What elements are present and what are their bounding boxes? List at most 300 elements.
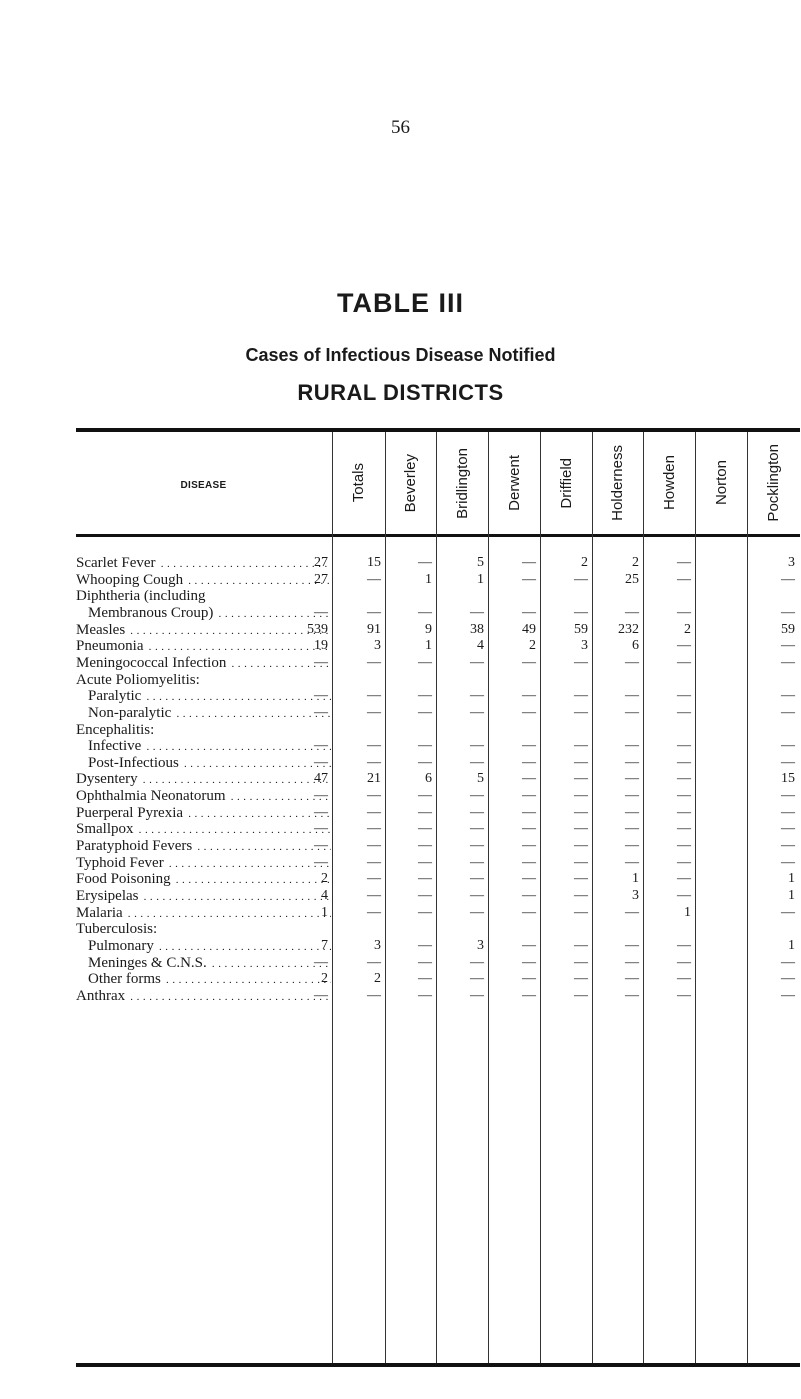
cell-totals: —	[314, 854, 328, 870]
cell-pocklington	[745, 921, 795, 937]
cell-driffield	[486, 672, 536, 688]
cell-derwent	[434, 722, 484, 738]
cell-howden: —	[625, 987, 639, 1003]
cell-driffield: —	[522, 571, 536, 587]
cell-pocklington: 15	[781, 771, 795, 787]
cell-pocklington: —	[781, 954, 795, 970]
cell-holderness: 3	[581, 638, 588, 654]
cell-driffield: —	[522, 604, 536, 620]
cell-totals: 2	[321, 871, 328, 887]
cell-howden: —	[625, 604, 639, 620]
table-row	[76, 705, 800, 721]
cell-totals: 4	[321, 888, 328, 903]
table-row	[76, 688, 800, 704]
row-label-text: Pneumonia	[76, 638, 144, 655]
cell-driffield: —	[522, 804, 536, 820]
cell-norton: —	[677, 854, 691, 870]
cell-derwent	[434, 672, 484, 688]
cell-pocklington	[745, 588, 795, 604]
cell-beverley: —	[367, 954, 381, 970]
row-label-text: Meningococcal Infection	[76, 654, 227, 671]
row-label-text: Whooping Cough	[76, 571, 184, 588]
cell-beverley	[331, 588, 381, 604]
column-header-holderness	[592, 436, 643, 530]
cell-norton: —	[677, 987, 691, 1003]
cell-driffield: —	[522, 937, 536, 953]
row-label-text: Smallpox	[76, 821, 134, 838]
cell-norton: —	[677, 888, 691, 903]
cell-holderness: —	[574, 754, 588, 770]
cell-pocklington: —	[781, 821, 795, 837]
cell-totals: —	[314, 954, 328, 970]
cell-norton: —	[677, 954, 691, 970]
table-row	[76, 788, 800, 804]
cell-howden: —	[625, 804, 639, 820]
table-row	[76, 921, 800, 937]
cell-driffield: —	[522, 688, 536, 704]
cell-norton: —	[677, 821, 691, 837]
cell-beverley: —	[367, 888, 381, 903]
cell-pocklington: 1	[788, 871, 795, 887]
cell-norton: —	[677, 971, 691, 987]
cell-bridlington: —	[418, 738, 432, 754]
table-row	[76, 955, 800, 971]
cell-bridlington: —	[418, 604, 432, 620]
cell-howden: —	[625, 937, 639, 953]
cell-beverley: —	[367, 688, 381, 704]
table-row	[76, 805, 800, 821]
cell-pocklington: —	[781, 704, 795, 720]
cell-holderness: —	[574, 821, 588, 837]
section-title: RURAL DISTRICTS	[297, 380, 504, 405]
cell-driffield: —	[522, 854, 536, 870]
cell-beverley: —	[367, 604, 381, 620]
cell-driffield	[486, 722, 536, 738]
cell-driffield: 2	[529, 638, 536, 654]
cell-pocklington: —	[781, 971, 795, 987]
cell-totals: —	[314, 821, 328, 837]
row-label-text: Encephalitis:	[76, 721, 155, 738]
column-header-derwent	[488, 436, 540, 530]
table-row	[76, 871, 800, 887]
cell-derwent: —	[470, 904, 484, 920]
cell-totals: —	[314, 688, 328, 704]
column-header-label: Beverley	[402, 453, 419, 513]
cell-bridlington: —	[418, 888, 432, 903]
cell-norton: —	[677, 571, 691, 587]
cell-derwent: 38	[470, 621, 484, 637]
cell-totals: 7	[321, 937, 328, 953]
cell-holderness: —	[574, 987, 588, 1003]
row-label-text: Other forms	[88, 971, 161, 988]
cell-norton: —	[677, 771, 691, 787]
cell-bridlington: 1	[425, 638, 432, 654]
cell-driffield: —	[522, 754, 536, 770]
cell-norton: —	[677, 838, 691, 854]
cell-holderness	[538, 672, 588, 688]
cell-beverley: —	[367, 754, 381, 770]
cell-norton	[641, 921, 691, 937]
cell-beverley: —	[367, 821, 381, 837]
cell-howden: —	[625, 654, 639, 670]
cell-pocklington: —	[781, 904, 795, 920]
cell-totals: —	[314, 987, 328, 1003]
cell-driffield	[486, 921, 536, 937]
cell-beverley	[331, 722, 381, 738]
cell-derwent: —	[470, 754, 484, 770]
row-label-text: Erysipelas	[76, 888, 139, 904]
column-header-totals	[332, 436, 385, 530]
cell-bridlington	[382, 722, 432, 738]
cell-norton: —	[677, 654, 691, 670]
row-label-text: Dysentery	[76, 771, 138, 788]
cell-driffield: —	[522, 871, 536, 887]
cell-totals: 47	[314, 771, 328, 787]
cell-howden: 25	[625, 571, 639, 587]
cell-norton: —	[677, 937, 691, 953]
cell-driffield: —	[522, 738, 536, 754]
cell-totals: —	[314, 754, 328, 770]
cell-totals: —	[314, 604, 328, 620]
table-row	[76, 638, 800, 654]
cell-howden: —	[625, 954, 639, 970]
cell-bridlington	[382, 921, 432, 937]
cell-beverley: —	[367, 788, 381, 804]
cell-holderness: —	[574, 854, 588, 870]
cell-pocklington: —	[781, 987, 795, 1003]
cell-holderness: 59	[574, 621, 588, 637]
cell-howden: —	[625, 738, 639, 754]
cell-howden: 2	[632, 555, 639, 570]
table-row	[76, 738, 800, 754]
cell-derwent: —	[470, 871, 484, 887]
cell-derwent: —	[470, 738, 484, 754]
cell-beverley: 3	[374, 937, 381, 953]
cell-norton: —	[677, 638, 691, 654]
column-header-label: Holderness	[609, 445, 626, 521]
cell-howden: —	[625, 704, 639, 720]
table-top-rule	[76, 428, 800, 432]
cell-derwent: —	[470, 704, 484, 720]
row-label-text: Acute Poliomyelitis:	[76, 671, 200, 688]
cell-driffield: 49	[522, 621, 536, 637]
page-number: 56	[391, 117, 410, 138]
cell-bridlington: —	[418, 971, 432, 987]
cell-howden: —	[625, 771, 639, 787]
cell-bridlington: —	[418, 954, 432, 970]
row-label-text: Post-Infectious	[88, 754, 179, 771]
cell-bridlington: —	[418, 788, 432, 804]
cell-pocklington: 3	[788, 555, 795, 570]
cell-totals: —	[314, 804, 328, 820]
cell-howden: —	[625, 754, 639, 770]
cell-totals	[278, 672, 328, 688]
cell-totals: —	[314, 654, 328, 670]
column-header-label: Norton	[712, 460, 730, 506]
cell-norton: —	[677, 788, 691, 804]
table-row	[76, 988, 800, 1004]
row-label-text: Measles	[76, 621, 126, 638]
row-label-text: Non-paralytic	[88, 704, 172, 721]
cell-totals: —	[314, 788, 328, 804]
table-row	[76, 722, 800, 738]
cell-howden	[589, 588, 639, 604]
cell-bridlington: —	[418, 987, 432, 1003]
cell-holderness: —	[574, 904, 588, 920]
disease-column-header: DISEASE	[180, 480, 227, 491]
table-header-rule	[76, 534, 800, 537]
column-header-label: Totals	[350, 463, 367, 503]
cell-beverley: 2	[374, 971, 381, 987]
cell-pocklington: —	[781, 804, 795, 820]
cell-totals: —	[314, 738, 328, 754]
cell-beverley	[331, 921, 381, 937]
cell-howden: —	[625, 838, 639, 854]
cell-driffield: —	[522, 888, 536, 903]
cell-driffield: —	[522, 987, 536, 1003]
row-label-text: Tuberculosis:	[76, 921, 158, 938]
table-row	[76, 555, 800, 571]
cell-norton: 1	[684, 904, 691, 920]
cell-pocklington: 59	[781, 621, 795, 637]
table-row	[76, 905, 800, 921]
cell-totals	[278, 588, 328, 604]
cell-bridlington: 1	[425, 571, 432, 587]
cell-norton: 2	[684, 621, 691, 637]
cell-bridlington: —	[418, 937, 432, 953]
cell-pocklington: 1	[788, 888, 795, 903]
cell-holderness: —	[574, 871, 588, 887]
cell-beverley: —	[367, 904, 381, 920]
cell-pocklington: —	[781, 604, 795, 620]
cell-holderness: —	[574, 804, 588, 820]
cell-driffield: —	[522, 821, 536, 837]
cell-beverley: —	[367, 654, 381, 670]
cell-pocklington	[745, 722, 795, 738]
cell-driffield: —	[522, 771, 536, 787]
table-row	[76, 971, 800, 987]
cell-derwent: 5	[477, 771, 484, 787]
table-subtitle: Cases of Infectious Disease Notified	[245, 345, 556, 365]
cell-beverley: —	[367, 804, 381, 820]
cell-beverley: —	[367, 704, 381, 720]
cell-totals: —	[314, 704, 328, 720]
column-header-beverley	[385, 436, 436, 530]
cell-totals: 539	[307, 621, 328, 637]
cell-beverley: —	[367, 571, 381, 587]
cell-norton	[641, 722, 691, 738]
cell-norton: —	[677, 604, 691, 620]
cell-howden: —	[625, 971, 639, 987]
cell-howden	[589, 921, 639, 937]
cell-beverley: —	[367, 838, 381, 854]
cell-driffield: —	[522, 704, 536, 720]
cell-beverley: —	[367, 738, 381, 754]
table-row	[76, 672, 800, 688]
cell-totals: 27	[314, 571, 328, 587]
cell-holderness: —	[574, 788, 588, 804]
table-row	[76, 938, 800, 954]
cell-howden	[589, 722, 639, 738]
cell-beverley: —	[367, 987, 381, 1003]
cell-howden: —	[625, 904, 639, 920]
table-row	[76, 588, 800, 604]
table-row	[76, 771, 800, 787]
cell-derwent: 1	[477, 571, 484, 587]
cell-howden: 6	[632, 638, 639, 654]
cell-howden: 1	[632, 871, 639, 887]
cell-derwent: —	[470, 821, 484, 837]
row-label-text: Meninges & C.N.S.	[88, 954, 207, 971]
cell-holderness: —	[574, 654, 588, 670]
cell-driffield	[486, 588, 536, 604]
table-row	[76, 838, 800, 854]
cell-holderness: —	[574, 937, 588, 953]
cell-bridlington: —	[418, 904, 432, 920]
cell-derwent: —	[470, 604, 484, 620]
cell-holderness: —	[574, 888, 588, 903]
column-header-label: Howden	[660, 455, 678, 511]
cell-holderness: —	[574, 771, 588, 787]
cell-bridlington: —	[418, 838, 432, 854]
cell-derwent: —	[470, 688, 484, 704]
table-row	[76, 622, 800, 638]
cell-pocklington: —	[781, 838, 795, 854]
cell-holderness: —	[574, 971, 588, 987]
column-header-label: Driffield	[557, 457, 575, 509]
cell-beverley: 91	[367, 621, 381, 637]
row-label-text: Typhoid Fever	[76, 854, 164, 871]
cell-totals	[278, 921, 328, 937]
cell-howden	[589, 672, 639, 688]
cell-howden: —	[625, 821, 639, 837]
cell-bridlington: —	[418, 555, 432, 570]
cell-norton: —	[677, 688, 691, 704]
cell-pocklington: —	[781, 688, 795, 704]
table-row	[76, 888, 800, 904]
column-header-bridlington	[436, 436, 488, 530]
cell-driffield: —	[522, 838, 536, 854]
cell-norton: —	[677, 704, 691, 720]
row-label-text: Malaria	[76, 904, 123, 921]
cell-pocklington: —	[781, 738, 795, 754]
cell-norton: —	[677, 754, 691, 770]
table-title: TABLE III	[337, 288, 464, 318]
row-label-text: Paratyphoid Fevers	[76, 838, 193, 855]
cell-bridlington: —	[418, 871, 432, 887]
cell-bridlington: 6	[425, 771, 432, 787]
cell-driffield: —	[522, 904, 536, 920]
cell-bridlington: —	[418, 754, 432, 770]
cell-holderness: —	[574, 704, 588, 720]
cell-beverley: 3	[374, 638, 381, 654]
row-label-text: Ophthalmia Neonatorum	[76, 788, 226, 805]
cell-howden: —	[625, 854, 639, 870]
column-header-label: Bridlington	[453, 447, 471, 519]
cell-derwent: —	[470, 971, 484, 987]
cell-bridlington: —	[418, 821, 432, 837]
cell-pocklington: —	[781, 788, 795, 804]
cell-bridlington: —	[418, 654, 432, 670]
cell-beverley: —	[367, 854, 381, 870]
cell-bridlington	[382, 672, 432, 688]
row-label-text: Membranous Croup)	[88, 604, 214, 621]
cell-totals	[278, 722, 328, 738]
cell-driffield: —	[522, 954, 536, 970]
cell-norton: —	[677, 555, 691, 570]
cell-driffield: —	[522, 788, 536, 804]
cell-driffield: —	[522, 971, 536, 987]
cell-holderness: —	[574, 604, 588, 620]
cell-holderness	[538, 588, 588, 604]
cell-beverley	[331, 672, 381, 688]
cell-norton: —	[677, 738, 691, 754]
cell-holderness	[538, 921, 588, 937]
table-row	[76, 821, 800, 837]
row-label-text: Scarlet Fever	[76, 555, 156, 571]
cell-derwent: —	[470, 888, 484, 903]
row-label-text: Food Poisoning	[76, 871, 171, 888]
cell-derwent: —	[470, 854, 484, 870]
cell-pocklington: —	[781, 854, 795, 870]
row-label-text: Diphtheria (including	[76, 588, 206, 605]
cell-driffield: —	[522, 654, 536, 670]
column-header-pocklington	[747, 436, 800, 530]
cell-totals: 19	[314, 638, 328, 654]
cell-beverley: 15	[367, 555, 381, 570]
column-header-norton	[695, 436, 747, 530]
cell-derwent: —	[470, 788, 484, 804]
cell-derwent: —	[470, 954, 484, 970]
cell-howden: —	[625, 788, 639, 804]
column-header-driffield	[540, 436, 592, 530]
cell-totals: 2	[321, 971, 328, 987]
column-header-howden	[643, 436, 695, 530]
row-label-text: Infective	[88, 738, 142, 755]
table-row	[76, 605, 800, 621]
row-label-text: Paralytic	[88, 688, 142, 705]
cell-pocklington: —	[781, 571, 795, 587]
cell-derwent	[434, 588, 484, 604]
cell-norton	[641, 588, 691, 604]
cell-totals: 27	[314, 555, 328, 570]
cell-howden: 3	[632, 888, 639, 903]
cell-holderness: —	[574, 838, 588, 854]
row-label-text: Anthrax	[76, 987, 126, 1004]
cell-howden: —	[625, 688, 639, 704]
cell-holderness	[538, 722, 588, 738]
cell-holderness: 2	[581, 555, 588, 570]
cell-bridlington: —	[418, 688, 432, 704]
table-row	[76, 572, 800, 588]
cell-totals: —	[314, 838, 328, 854]
cell-bridlington: —	[418, 804, 432, 820]
cell-howden: 232	[618, 621, 639, 637]
cell-derwent: 3	[477, 937, 484, 953]
table-row	[76, 855, 800, 871]
cell-derwent: —	[470, 838, 484, 854]
cell-derwent: —	[470, 804, 484, 820]
column-header-label: Derwent	[505, 455, 523, 511]
cell-bridlington: 9	[425, 621, 432, 637]
row-label-text: Puerperal Pyrexia	[76, 804, 184, 821]
cell-bridlington: —	[418, 854, 432, 870]
cell-totals: 1	[321, 904, 328, 920]
cell-pocklington: —	[781, 638, 795, 654]
cell-beverley: —	[367, 871, 381, 887]
row-label-text: Pulmonary	[88, 937, 154, 954]
cell-derwent: —	[470, 654, 484, 670]
